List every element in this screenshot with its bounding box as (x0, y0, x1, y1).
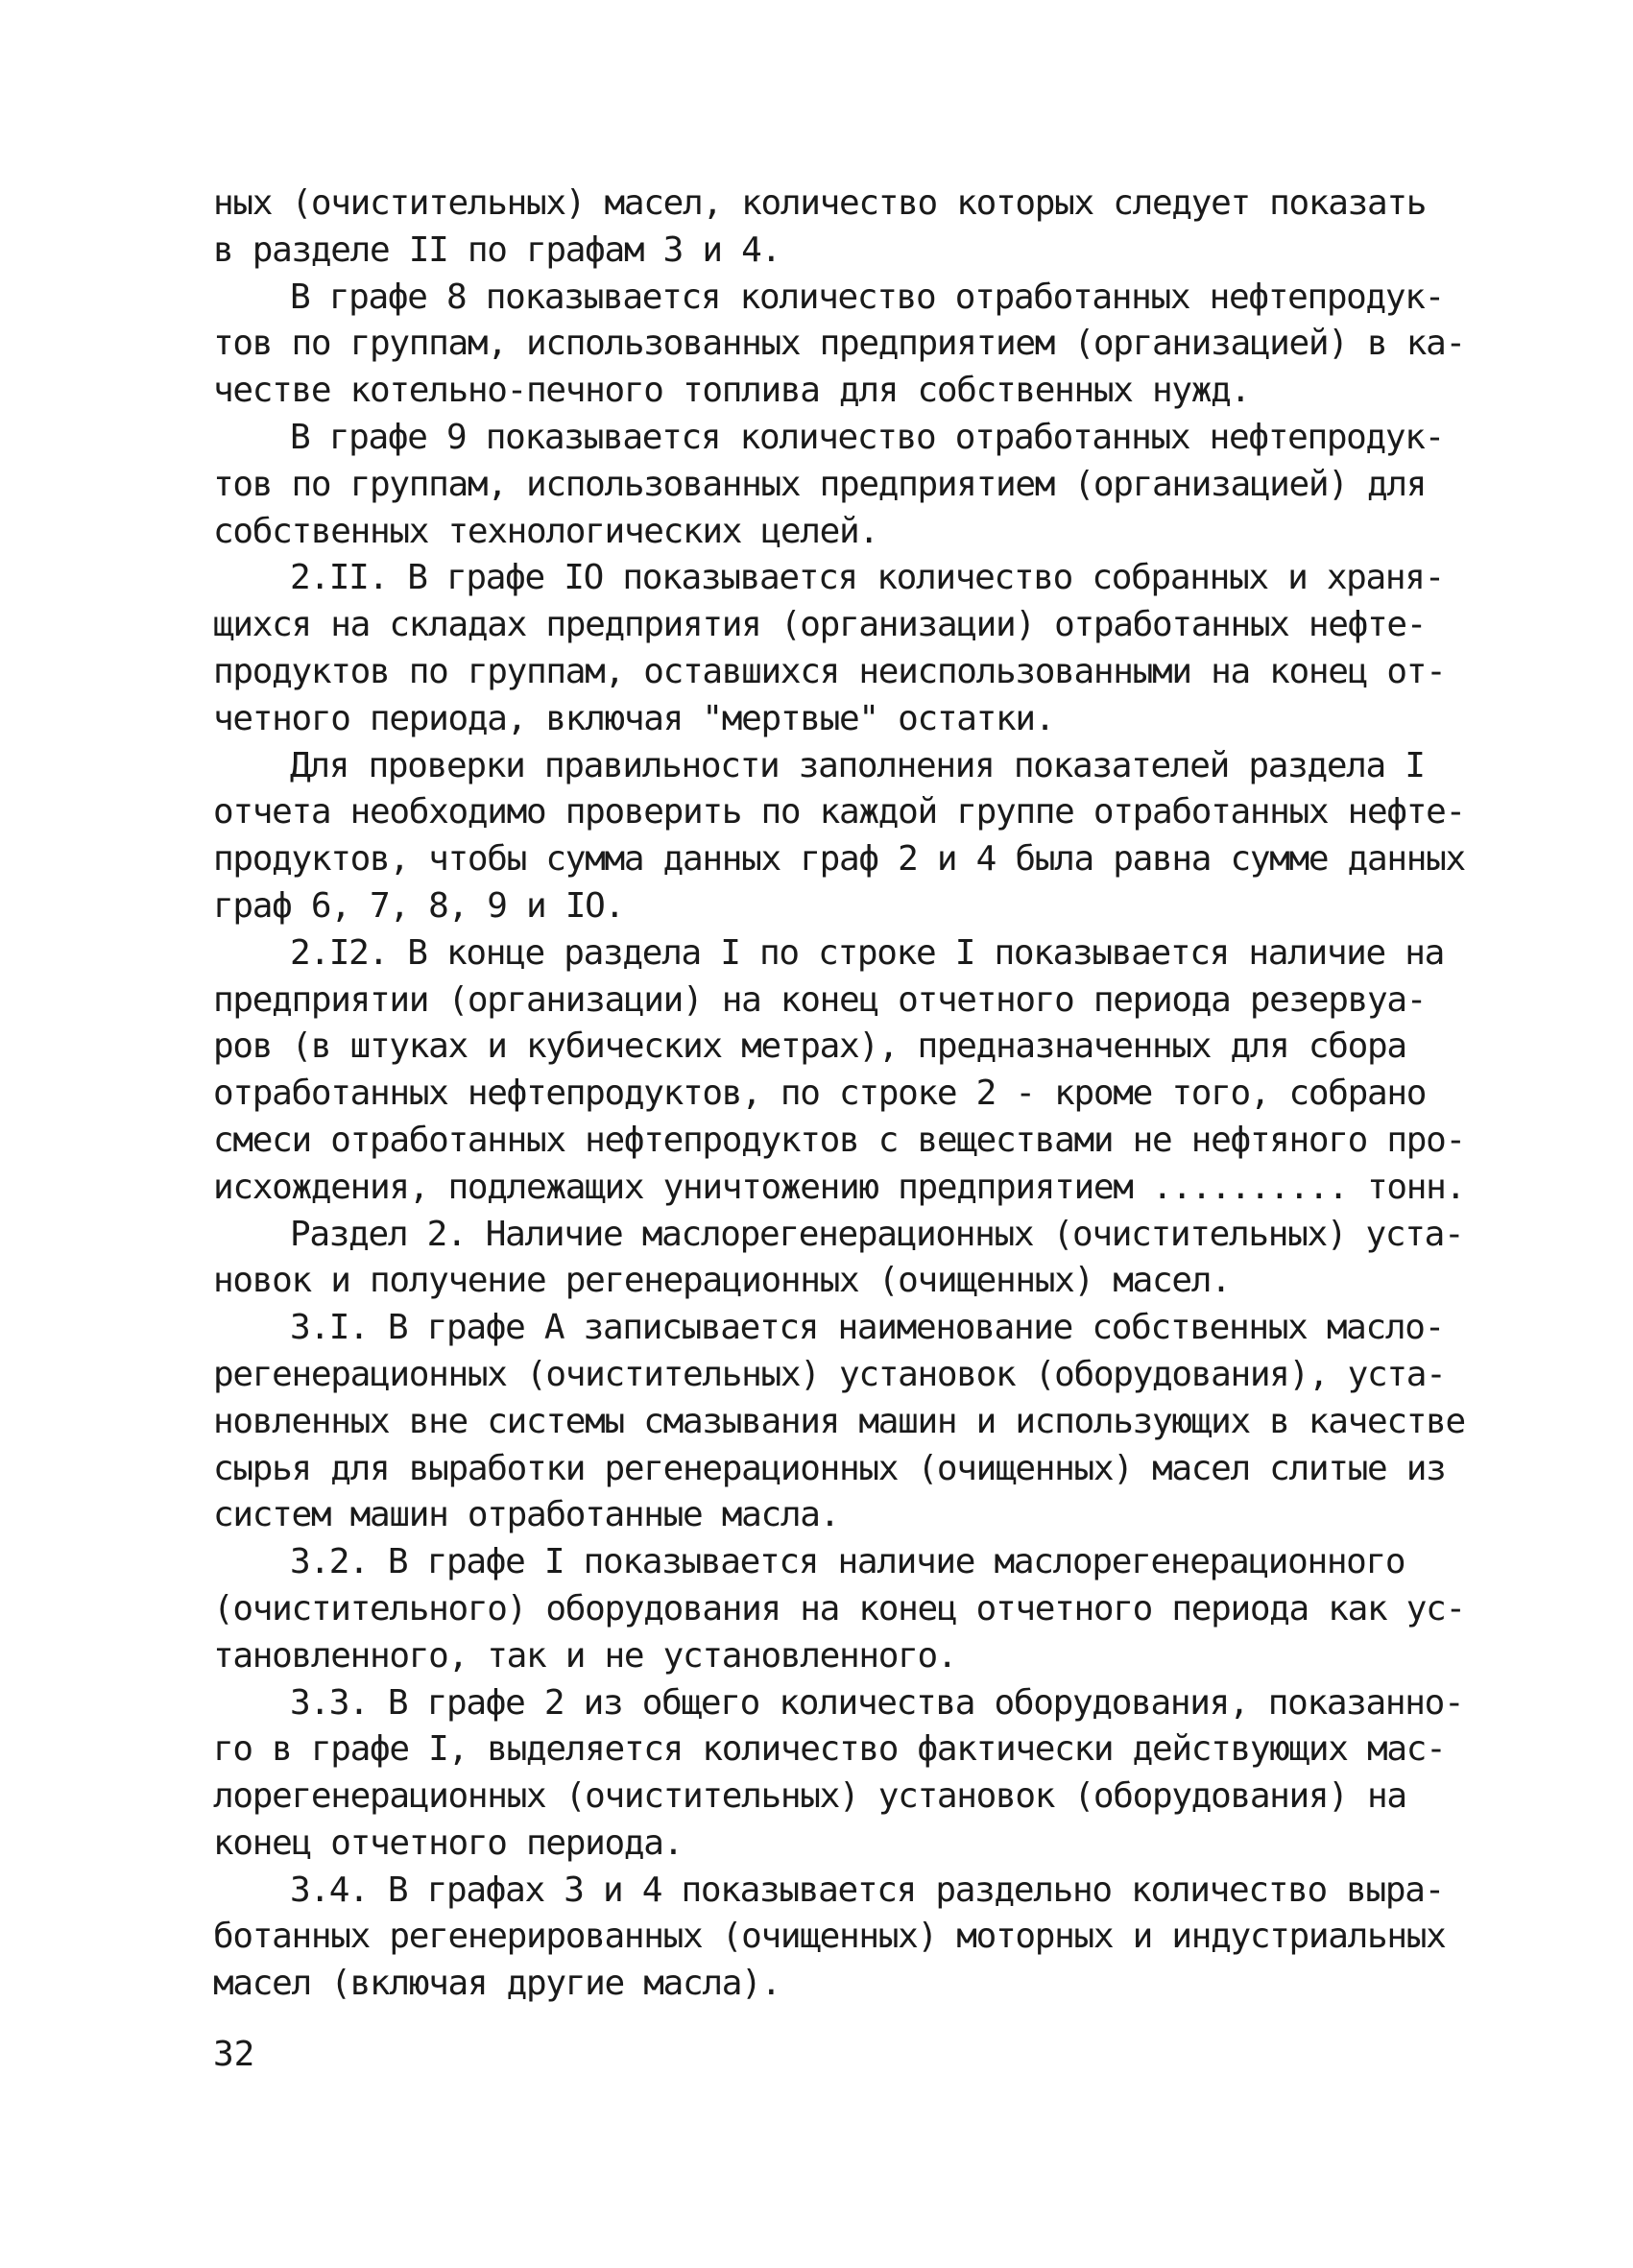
text-line: отработанных нефтепродуктов, по строке 2 - кроме того, собрано (213, 1074, 1427, 1114)
text-line: В графе 9 показывается количество отработанных нефтепродук- (290, 417, 1445, 457)
text-line: продуктов, чтобы сумма данных граф 2 и 4 была равна сумме данных (213, 839, 1465, 880)
text-line: В графе 8 показывается количество отработанных нефтепродук- (290, 277, 1445, 317)
text-line: Для проверки правильности заполнения показателей раздела I (290, 745, 1425, 785)
text-line: новленных вне системы смазывания машин и использующих в качестве (213, 1401, 1465, 1441)
text-line: го в графе I, выделяется количество фактически действующих мас- (213, 1729, 1446, 1770)
text-line: регенерационных (очистительных) установок (оборудования), уста- (213, 1354, 1446, 1394)
text-line: ров (в штуках и кубических метрах), предназначенных для сбора (213, 1026, 1406, 1067)
text-line: 3.3. В графе 2 из общего количества оборудования, показанно- (290, 1682, 1464, 1723)
text-line: тановленного, так и не установленного. (213, 1635, 957, 1676)
text-line: четного периода, включая "мертвые" остатки. (213, 698, 1055, 738)
text-line: в разделе II по графам 3 и 4. (213, 229, 780, 270)
text-line: конец отчетного периода. (213, 1822, 683, 1863)
text-line: граф 6, 7, 8, 9 и IO. (213, 885, 624, 926)
text-line: смеси отработанных нефтепродуктов с веществами не нефтяного про- (213, 1120, 1465, 1160)
text-line: щихся на складах предприятия (организации) отработанных нефте- (213, 605, 1427, 645)
text-line: 2.I2. В конце раздела I по строке I показывается наличие на (290, 932, 1445, 973)
text-line: продуктов по группам, оставшихся неиспользованными на конец от- (213, 651, 1446, 691)
text-line: Раздел 2. Наличие маслорегенерационных (очистительных) уста- (290, 1214, 1464, 1254)
page-number: 32 (213, 2035, 255, 2074)
text-line: новок и получение регенерационных (очищенных) масел. (213, 1261, 1231, 1301)
text-line: исхождения, подлежащих уничтожению предприятием .......... тонн. (213, 1167, 1465, 1207)
text-line: ботанных регенерированных (очищенных) моторных и индустриальных (213, 1917, 1446, 1957)
text-line: ных (очистительных) масел, количество которых следует показать (213, 183, 1427, 223)
text-line: 2.II. В графе IO показывается количество собранных и храня- (290, 558, 1445, 598)
text-line: тов по группам, использованных предприятием (организацией) для (213, 464, 1427, 504)
text-line: предприятии (организации) на конец отчетного периода резервуа- (213, 979, 1427, 1020)
text-line: сырья для выработки регенерационных (очищенных) масел слитые из (213, 1448, 1446, 1488)
text-line: 3.4. В графах 3 и 4 показывается раздельно количество выра- (290, 1870, 1445, 1910)
text-line: систем машин отработанные масла. (213, 1495, 839, 1535)
text-line: честве котельно-печного топлива для собственных нужд. (213, 371, 1250, 411)
text-line: лорегенерационных (очистительных) установок (оборудования) на (213, 1776, 1406, 1817)
text-line: тов по группам, использованных предприятием (организацией) в ка- (213, 324, 1465, 364)
text-line: масел (включая другие масла). (213, 1964, 780, 2004)
text-line: отчета необходимо проверить по каждой группе отработанных нефте- (213, 792, 1465, 832)
body-text (213, 181, 1465, 2008)
text-line: 3.I. В графе А записывается наименование собственных масло- (290, 1308, 1445, 1348)
text-line: собственных технологических целей. (213, 511, 878, 551)
text-line: 3.2. В графе I показывается наличие маслорегенерационного (290, 1542, 1405, 1582)
text-line: (очистительного) оборудования на конец отчетного периода как ус- (213, 1588, 1465, 1629)
